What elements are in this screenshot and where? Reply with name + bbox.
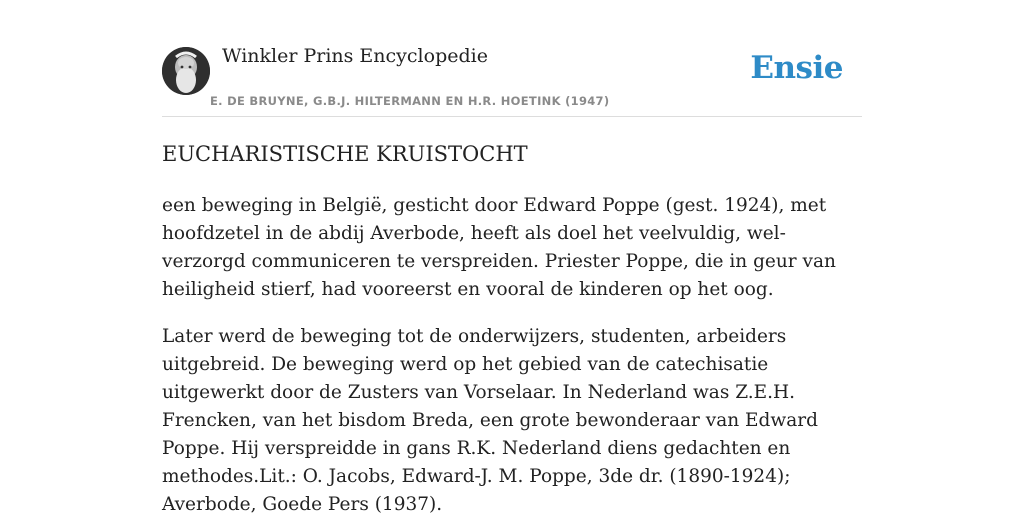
article-paragraph: een beweging in België, gesticht door Edward Poppe (gest. 1924), met hoofdzetel in de abdij Averbode, heeft als doel het veelvuldig, wel-verzorgd communiceren te verspreiden. Priester Poppe, die in geur van heiligheid stierf, had vooreerst en vooral de kinderen op het oog. [162,195,836,300]
authors-line: E. DE BRUYNE, G.B.J. HILTERMANN EN H.R. HOETINK (1947) [210,94,610,108]
author-avatar [162,47,210,95]
article-title: EUCHARISTISCHE KRUISTOCHT [162,142,528,166]
article-paragraph: Later werd de beweging tot de onderwijzers, studenten, arbeiders uitgebreid. De beweging werd op het gebied van de catechisatie uitgewerkt door de Zusters van Vorselaar. In Nederland was Z.E.H. Frencken, van het bisdom Breda, een grote bewonderaar van Edward Poppe. Hij verspreidde in gans R.K. Nederland diens gedachten en methodes.Lit.: O. Jacobs, Edward-J. M. Poppe, 3de dr. (1890-1924); Averbode, Goede Pers (1937). [162,326,818,515]
header [162,0,862,117]
page [162,0,862,515]
site-title[interactable]: Winkler Prins Encyclopedie [222,45,488,67]
brand-logo[interactable]: Ensie [750,50,843,86]
